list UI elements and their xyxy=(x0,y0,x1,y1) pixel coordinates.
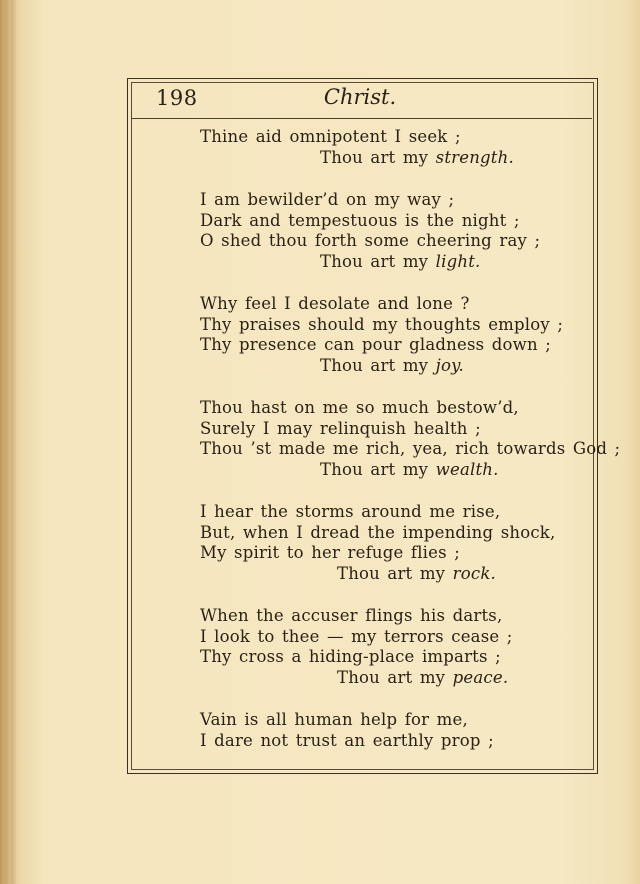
refrain-line xyxy=(200,460,580,481)
poem-line: Thou hast on me so much bestow’d, xyxy=(200,398,519,417)
poem-line: Dark and tempestuous is the night ; xyxy=(200,210,520,230)
poem-line: Thy praises should my thoughts employ ; xyxy=(200,314,564,334)
refrain-line xyxy=(200,148,580,169)
stanza xyxy=(200,606,580,688)
refrain-keyword: strength. xyxy=(435,147,514,167)
poem-line: When the accuser flings his darts, xyxy=(200,606,503,625)
stanza xyxy=(200,190,580,272)
header-rule xyxy=(131,118,592,119)
refrain-line xyxy=(200,668,580,689)
refrain-keyword: wealth. xyxy=(435,459,499,479)
poem-line: Thine aid omnipotent I seek ; xyxy=(200,127,461,146)
page-number: 198 xyxy=(156,86,198,110)
refrain-prefix: Thou art my xyxy=(320,251,429,271)
poem-line: Why feel I desolate and lone ? xyxy=(200,294,470,313)
running-title: Christ. xyxy=(323,85,397,109)
refrain-prefix: Thou art my xyxy=(320,147,429,167)
refrain-keyword: joy. xyxy=(435,355,464,375)
poem-line: Vain is all human help for me, xyxy=(200,710,468,729)
refrain-prefix: Thou art my xyxy=(320,355,429,375)
poem-line: I hear the storms around me rise, xyxy=(200,502,501,521)
poem-line: I dare not trust an earthly prop ; xyxy=(200,730,494,750)
poem-line: Surely I may relinquish health ; xyxy=(200,418,481,438)
poem-line: But, when I dread the impending shock, xyxy=(200,522,556,542)
poem-line: O shed thou forth some cheering ray ; xyxy=(200,231,541,250)
poem-line: Thy presence can pour gladness down ; xyxy=(200,335,551,354)
refrain-keyword: peace. xyxy=(452,667,509,687)
poem-line: Thy cross a hiding-place imparts ; xyxy=(200,647,501,666)
refrain-keyword: light. xyxy=(435,251,481,271)
stanza xyxy=(200,710,580,751)
refrain-prefix: Thou art my xyxy=(337,563,446,583)
poem-line: I look to thee — my terrors cease ; xyxy=(200,626,513,646)
stanza xyxy=(200,127,580,168)
poem-line: I am bewilder’d on my way ; xyxy=(200,190,455,209)
refrain-line xyxy=(200,252,580,273)
stanza xyxy=(200,294,580,376)
poem-line: My spirit to her refuge flies ; xyxy=(200,543,460,562)
refrain-line xyxy=(200,564,580,585)
stanza xyxy=(200,398,621,480)
refrain-keyword: rock. xyxy=(452,563,496,583)
poem-body xyxy=(200,127,621,773)
refrain-prefix: Thou art my xyxy=(320,459,429,479)
page-gutter-shadow xyxy=(0,0,16,884)
stanza xyxy=(200,502,580,584)
refrain-prefix: Thou art my xyxy=(337,667,446,687)
refrain-line xyxy=(200,356,580,377)
poem-line: Thou ’st made me rich, yea, rich towards God ; xyxy=(200,439,621,458)
